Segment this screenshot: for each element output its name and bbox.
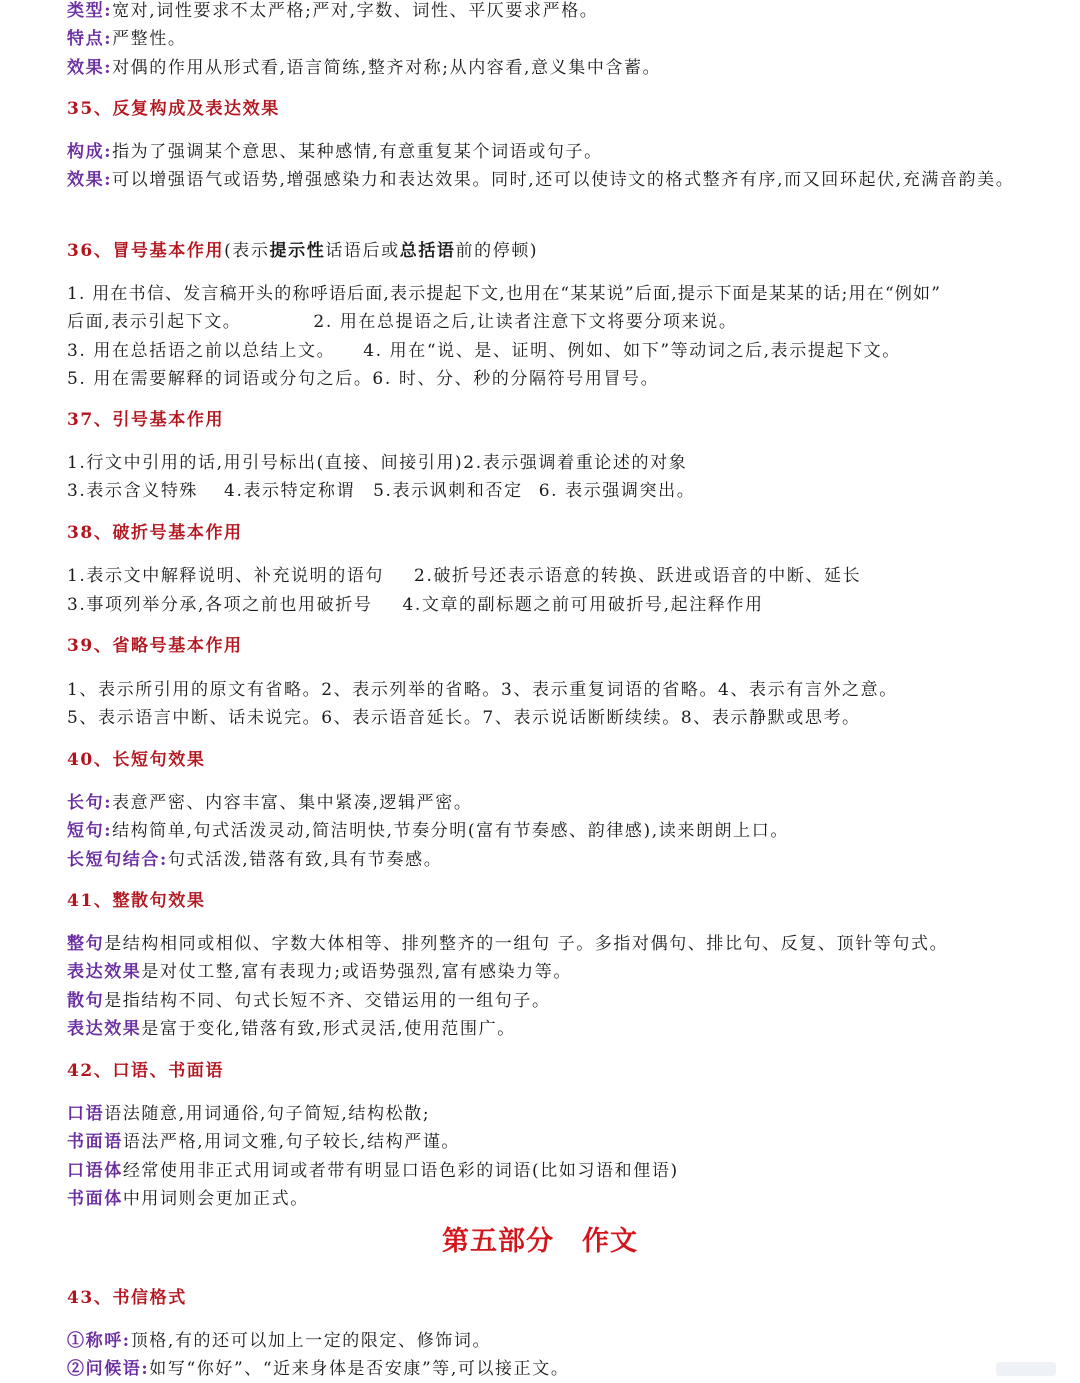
text: 语法严格,用词文雅,句子较长,结构严谨。 (122, 1132, 461, 1152)
text: 如写“你好”、“近来身体是否安康”等,可以接正文。 (149, 1359, 570, 1379)
label: 短句: (67, 821, 113, 841)
text: 后面,表示引起下文。 (67, 312, 242, 332)
s36-line-1: 1. 用在书信、发言稿开头的称呼语后面,表示提起下文,也用在“某某说”后面,提示下面是某某的话;用在“例如” (67, 284, 942, 304)
label: 口语 (67, 1104, 105, 1124)
watermark-mark (996, 1362, 1056, 1376)
text: 是富于变化,错落有致,形式灵活,使用范围广。 (141, 1019, 516, 1039)
s43-line-2 (67, 1355, 1040, 1383)
label: 表达效果 (67, 1019, 142, 1039)
s40-long-line (67, 789, 1040, 817)
part-label: 第五部分 (442, 1226, 554, 1257)
label: 长句: (67, 793, 113, 813)
section-35-heading: 35、反复构成及表达效果 (67, 99, 280, 119)
heading-text: 36、冒号基本作用 (67, 241, 225, 261)
text: 3.表示含义特殊 (67, 481, 199, 501)
text: 3. 用在总括语之前以总结上文。 (67, 341, 336, 361)
section-36-heading (67, 237, 538, 265)
s42-line-3 (67, 1157, 1040, 1185)
text: 中用词则会更加正式。 (122, 1189, 309, 1209)
s39-line-1: 1、表示所引用的原文有省略。2、表示列举的省略。3、表示重复词语的省略。4、表示有言外之意。 (67, 680, 898, 700)
label: 构成: (67, 142, 113, 162)
text: 句式活泼,错落有致,具有节奏感。 (167, 850, 443, 870)
s41-line-4 (67, 1015, 1040, 1043)
text: 4.文章的副标题之前可用破折号,起注释作用 (402, 595, 764, 615)
s40-short-line (67, 817, 1040, 845)
note-bold-1: 提示性 (269, 241, 326, 261)
text: 是对仗工整,富有表现力;或语势强烈,富有感染力等。 (141, 962, 572, 982)
text: 语法随意,用词通俗,句子简短,结构松散; (104, 1104, 431, 1124)
label: 整句 (67, 934, 105, 954)
text: 可以增强语气或语势,增强感染力和表达效果。同时,还可以使诗文的格式整齐有序,而又回环起伏,充满音韵美。 (112, 170, 1015, 190)
text: 顶格,有的还可以加上一定的限定、修饰词。 (130, 1331, 492, 1351)
text: 5.表示讽刺和否定 (373, 481, 523, 501)
section-43-heading: 43、书信格式 (67, 1288, 187, 1308)
s41-line-1 (67, 930, 1040, 958)
note-bold-2: 总括语 (399, 241, 456, 261)
section-37-heading: 37、引号基本作用 (67, 410, 225, 430)
part-name: 作文 (582, 1226, 638, 1257)
label: 书面体 (67, 1189, 123, 1209)
label: 书面语 (67, 1132, 123, 1152)
s35-form-line (67, 138, 1040, 166)
section-38-heading: 38、破折号基本作用 (67, 523, 243, 543)
s35-effect-line (67, 166, 1040, 194)
text: 经常使用非正式用词或者带有明显口语色彩的词语(比如习语和俚语) (122, 1161, 679, 1181)
label: 类型: (67, 1, 113, 21)
text: 表意严密、内容丰富、集中紧凑,逻辑严密。 (112, 793, 473, 813)
s42-line-2 (67, 1128, 1040, 1156)
text: 1.表示文中解释说明、补充说明的语句 (67, 566, 385, 586)
text: 指为了强调某个意思、某种感情,有意重复某个词语或句子。 (112, 142, 603, 162)
text: 严整性。 (112, 29, 187, 49)
heading-note (224, 241, 538, 261)
label: 长短句结合: (67, 850, 168, 870)
label: 口语体 (67, 1161, 123, 1181)
s38-line-1 (67, 562, 1040, 590)
s43-line-1 (67, 1327, 1040, 1355)
s39-line-2: 5、表示语言中断、话未说完。6、表示语音延长。7、表示说话断断续续。8、表示静默或思考。 (67, 708, 861, 728)
text: 3.事项列举分承,各项之前也用破折号 (67, 595, 373, 615)
text: 4.表示特定称谓 (224, 481, 356, 501)
note-mid: 话语后或 (325, 241, 400, 261)
s36-line-4: 5. 用在需要解释的词语或分句之后。6. 时、分、秒的分隔符号用冒号。 (67, 369, 660, 389)
label: 表达效果 (67, 962, 142, 982)
text: 4. 用在“说、是、证明、例如、如下”等动词之后,表示提起下文。 (363, 341, 901, 361)
label: 特点: (67, 29, 113, 49)
label: ②问候语: (67, 1359, 150, 1379)
s41-line-2 (67, 958, 1040, 986)
s42-line-1 (67, 1100, 1040, 1128)
label: 散句 (67, 991, 105, 1011)
s34-feature-line (67, 25, 1040, 53)
s34-effect-line (67, 54, 1040, 82)
note-open: (表示 (224, 241, 270, 261)
text: 结构简单,句式活泼灵动,简洁明快,节奏分明(富有节奏感、韵律感),读来朗朗上口。 (112, 821, 789, 841)
s37-line-2 (67, 477, 1040, 505)
s36-line-2 (67, 308, 1040, 336)
s34-type-line (67, 0, 1040, 25)
text: 宽对,词性要求不太严格;严对,字数、词性、平仄要求严格。 (112, 1, 599, 21)
text: 是结构相同或相似、字数大体相等、排列整齐的一组句 子。多指对偶句、排比句、反复、顶针等句式。 (104, 934, 949, 954)
label: 效果: (67, 58, 113, 78)
section-40-heading: 40、长短句效果 (67, 750, 206, 770)
s42-line-4 (67, 1185, 1040, 1213)
label: 效果: (67, 170, 113, 190)
s37-line-1: 1.行文中引用的话,用引号标出(直接、间接引用)2.表示强调着重论述的对象 (67, 453, 688, 473)
section-42-heading: 42、口语、书面语 (67, 1061, 225, 1081)
s38-line-2 (67, 591, 1040, 619)
text: 2. 用在总提语之后,让读者注意下文将要分项来说。 (313, 312, 738, 332)
s41-line-3 (67, 987, 1040, 1015)
text: 2.破折号还表示语意的转换、跃进或语音的中断、延长 (414, 566, 862, 586)
section-41-heading: 41、整散句效果 (67, 891, 206, 911)
s40-mix-line (67, 846, 1040, 874)
text: 6. 表示强调突出。 (538, 481, 696, 501)
text: 是指结构不同、句式长短不齐、交错运用的一组句子。 (104, 991, 551, 1011)
section-39-heading: 39、省略号基本作用 (67, 636, 243, 656)
note-close: 前的停顿) (455, 241, 539, 261)
text: 对偶的作用从形式看,语言简练,整齐对称;从内容看,意义集中含蓄。 (112, 58, 662, 78)
s36-line-3 (67, 337, 1040, 365)
label: ①称呼: (67, 1331, 131, 1351)
part-five-title (0, 1222, 1080, 1262)
